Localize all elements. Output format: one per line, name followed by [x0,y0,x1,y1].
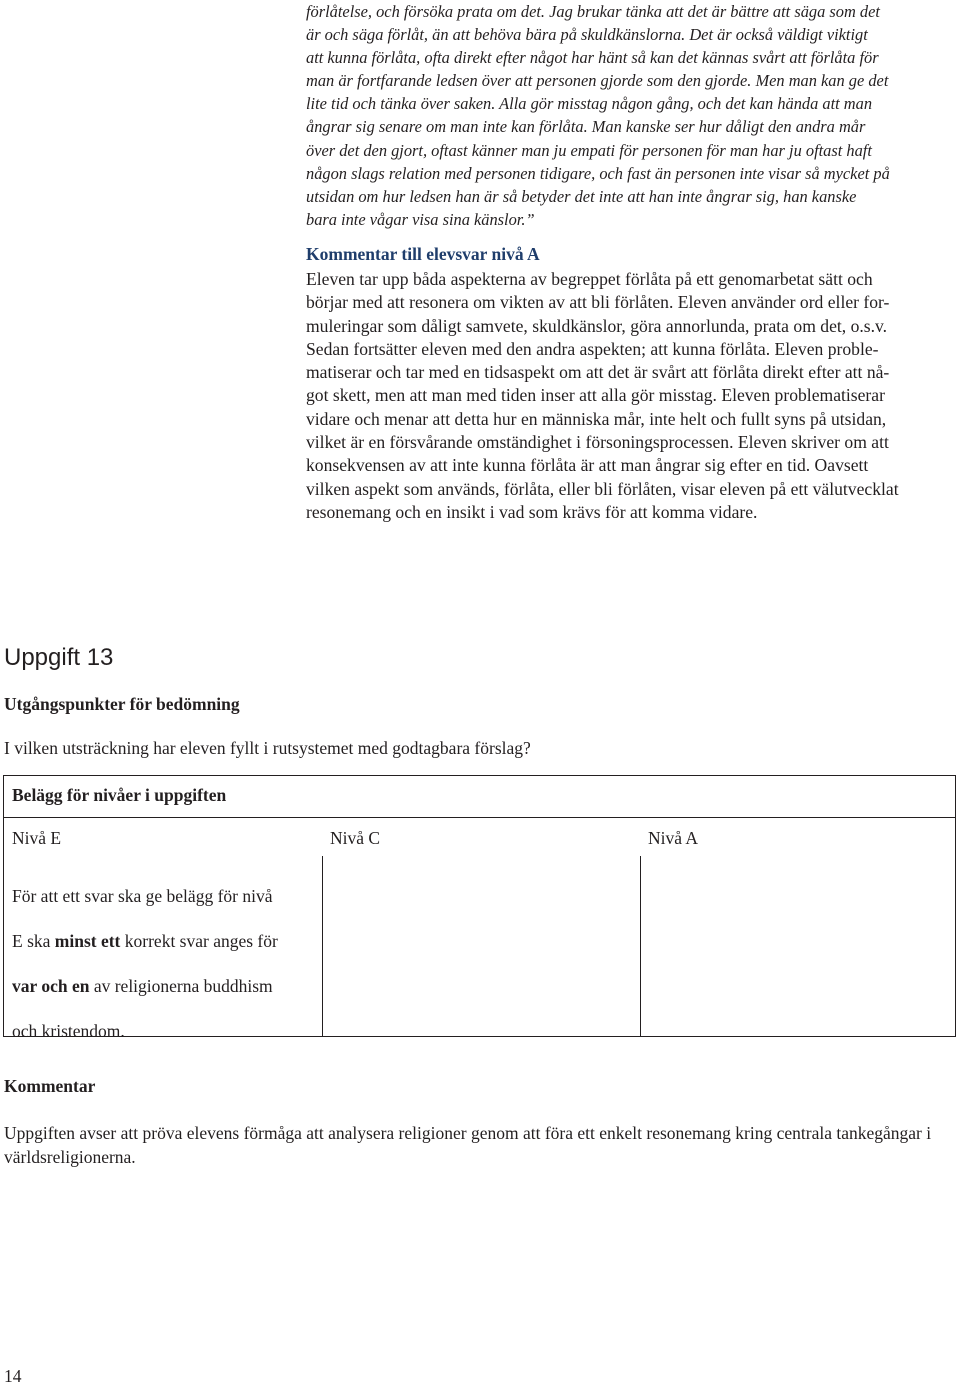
comment-line: resonemang och en insikt i vad som krävs för att komma vidare. [306,501,758,522]
criteria-line: och kristendom. [12,1021,125,1041]
comment-line: konsekvensen av att inte kunna förlåta är att man ångrar sig efter en tid. Oavsett [306,455,869,476]
criteria-emphasis: var och en [12,976,90,996]
criteria-text: E ska [12,931,55,951]
comment-line: vilken aspekt som används, förlåta, eller bli förlåten, visar eleven på ett välutvecklat [306,478,899,499]
quote-line: ångrar sig senare om man inte kan förlåta. Man kanske ser hur dåligt den andra mår [306,117,866,137]
comment-line: matiserar och tar med en tidsaspekt om att det är svårt att förlåta direkt efter att nå- [306,362,890,383]
task-title: Uppgift 13 [4,644,114,671]
kommentar-heading: Kommentar [4,1076,96,1096]
quote-line: att kunna förlåta, ofta direkt efter något har hänt så kan det kännas svårt att förlåta för [306,48,879,68]
criteria-line [12,964,322,1009]
criteria-emphasis: minst ett [54,931,121,951]
comment-line: Eleven tar upp båda aspekterna av begreppet förlåta på ett genomarbetat sätt och [306,269,873,289]
level-e-criteria [12,874,322,1054]
assessment-heading: Utgångspunkter för bedömning [4,694,240,714]
comment-line: vilket är en försvårande omständighet i försoningsprocessen. Eleven skriver om att [306,432,889,453]
criteria-text: korrekt svar anges för [120,931,278,951]
criteria-text: av religionerna buddhism [89,976,273,996]
comment-line: got skett, men att man med tiden inser att alla gör misstag. Eleven problematiserar [306,385,885,406]
column-divider [640,856,641,1036]
kommentar-body: Uppgiften avser att pröva elevens förmåga att analysera religioner genom att föra ett enkelt resonemang kring centrala tankegångar i världsreligionerna. [4,1123,932,1167]
quote-line: någon slags relation med personen tidigare, och fast än personen inte visar så mycket på [306,163,890,183]
column-divider [322,856,323,1036]
quote-line: man är fortfarande ledsen över att personen gjorde som den gjorde. Men man kan ge det [306,71,889,91]
quote-line: är och säga förlåt, än att behöva bära på skuldkänslorna. Det är också väldigt viktigt [306,25,868,45]
comment-heading: Kommentar till elevsvar nivå A [306,244,540,264]
criteria-line: För att ett svar ska ge belägg för nivå [12,886,273,906]
quote-line: utsidan om hur ledsen han är så betyder det inte att han inte ångrar sig, han kanske [306,186,857,206]
levels-box [3,775,956,1041]
quote-line: över det den gjort, oftast känner man ju empati för personen för man har ju oftast haft [306,140,872,160]
comment-line: Sedan fortsätter eleven med den andra aspekten; att kunna förlåta. Eleven proble- [306,338,879,359]
level-e-label: Nivå E [12,828,62,848]
quote-line: lite tid och tänka över saken. Alla gör misstag någon gång, och det kan hända att man [306,94,873,114]
divider [4,817,955,818]
quote-line: bara inte vågar visa sina känslor.” [306,209,535,229]
comment-line: börjar med att resonera om vikten av att bli förlåten. Eleven använder ord eller for- [306,292,890,313]
comment-line: vidare och menar att detta hur en människa mår, inte helt och fullt syns på utsidan, [306,408,887,429]
student-answer-quote [306,0,958,231]
comment-body [306,268,958,524]
assessment-question: I vilken utsträckning har eleven fyllt i rutsystemet med godtagbara förslag? [4,738,531,758]
level-a-label: Nivå A [648,828,699,848]
levels-box-title: Belägg för nivåer i uppgiften [12,785,227,805]
page-number: 14 [4,1366,22,1386]
level-c-label: Nivå C [330,828,381,848]
comment-line: muleringar som dåligt samvete, skuldkänslor, göra annorlunda, prata om det, o.s.v. [306,315,888,336]
quote-line: förlåtelse, och försöka prata om det. Jag brukar tänka att det är bättre att säga som det [306,2,880,21]
criteria-line [12,919,322,964]
